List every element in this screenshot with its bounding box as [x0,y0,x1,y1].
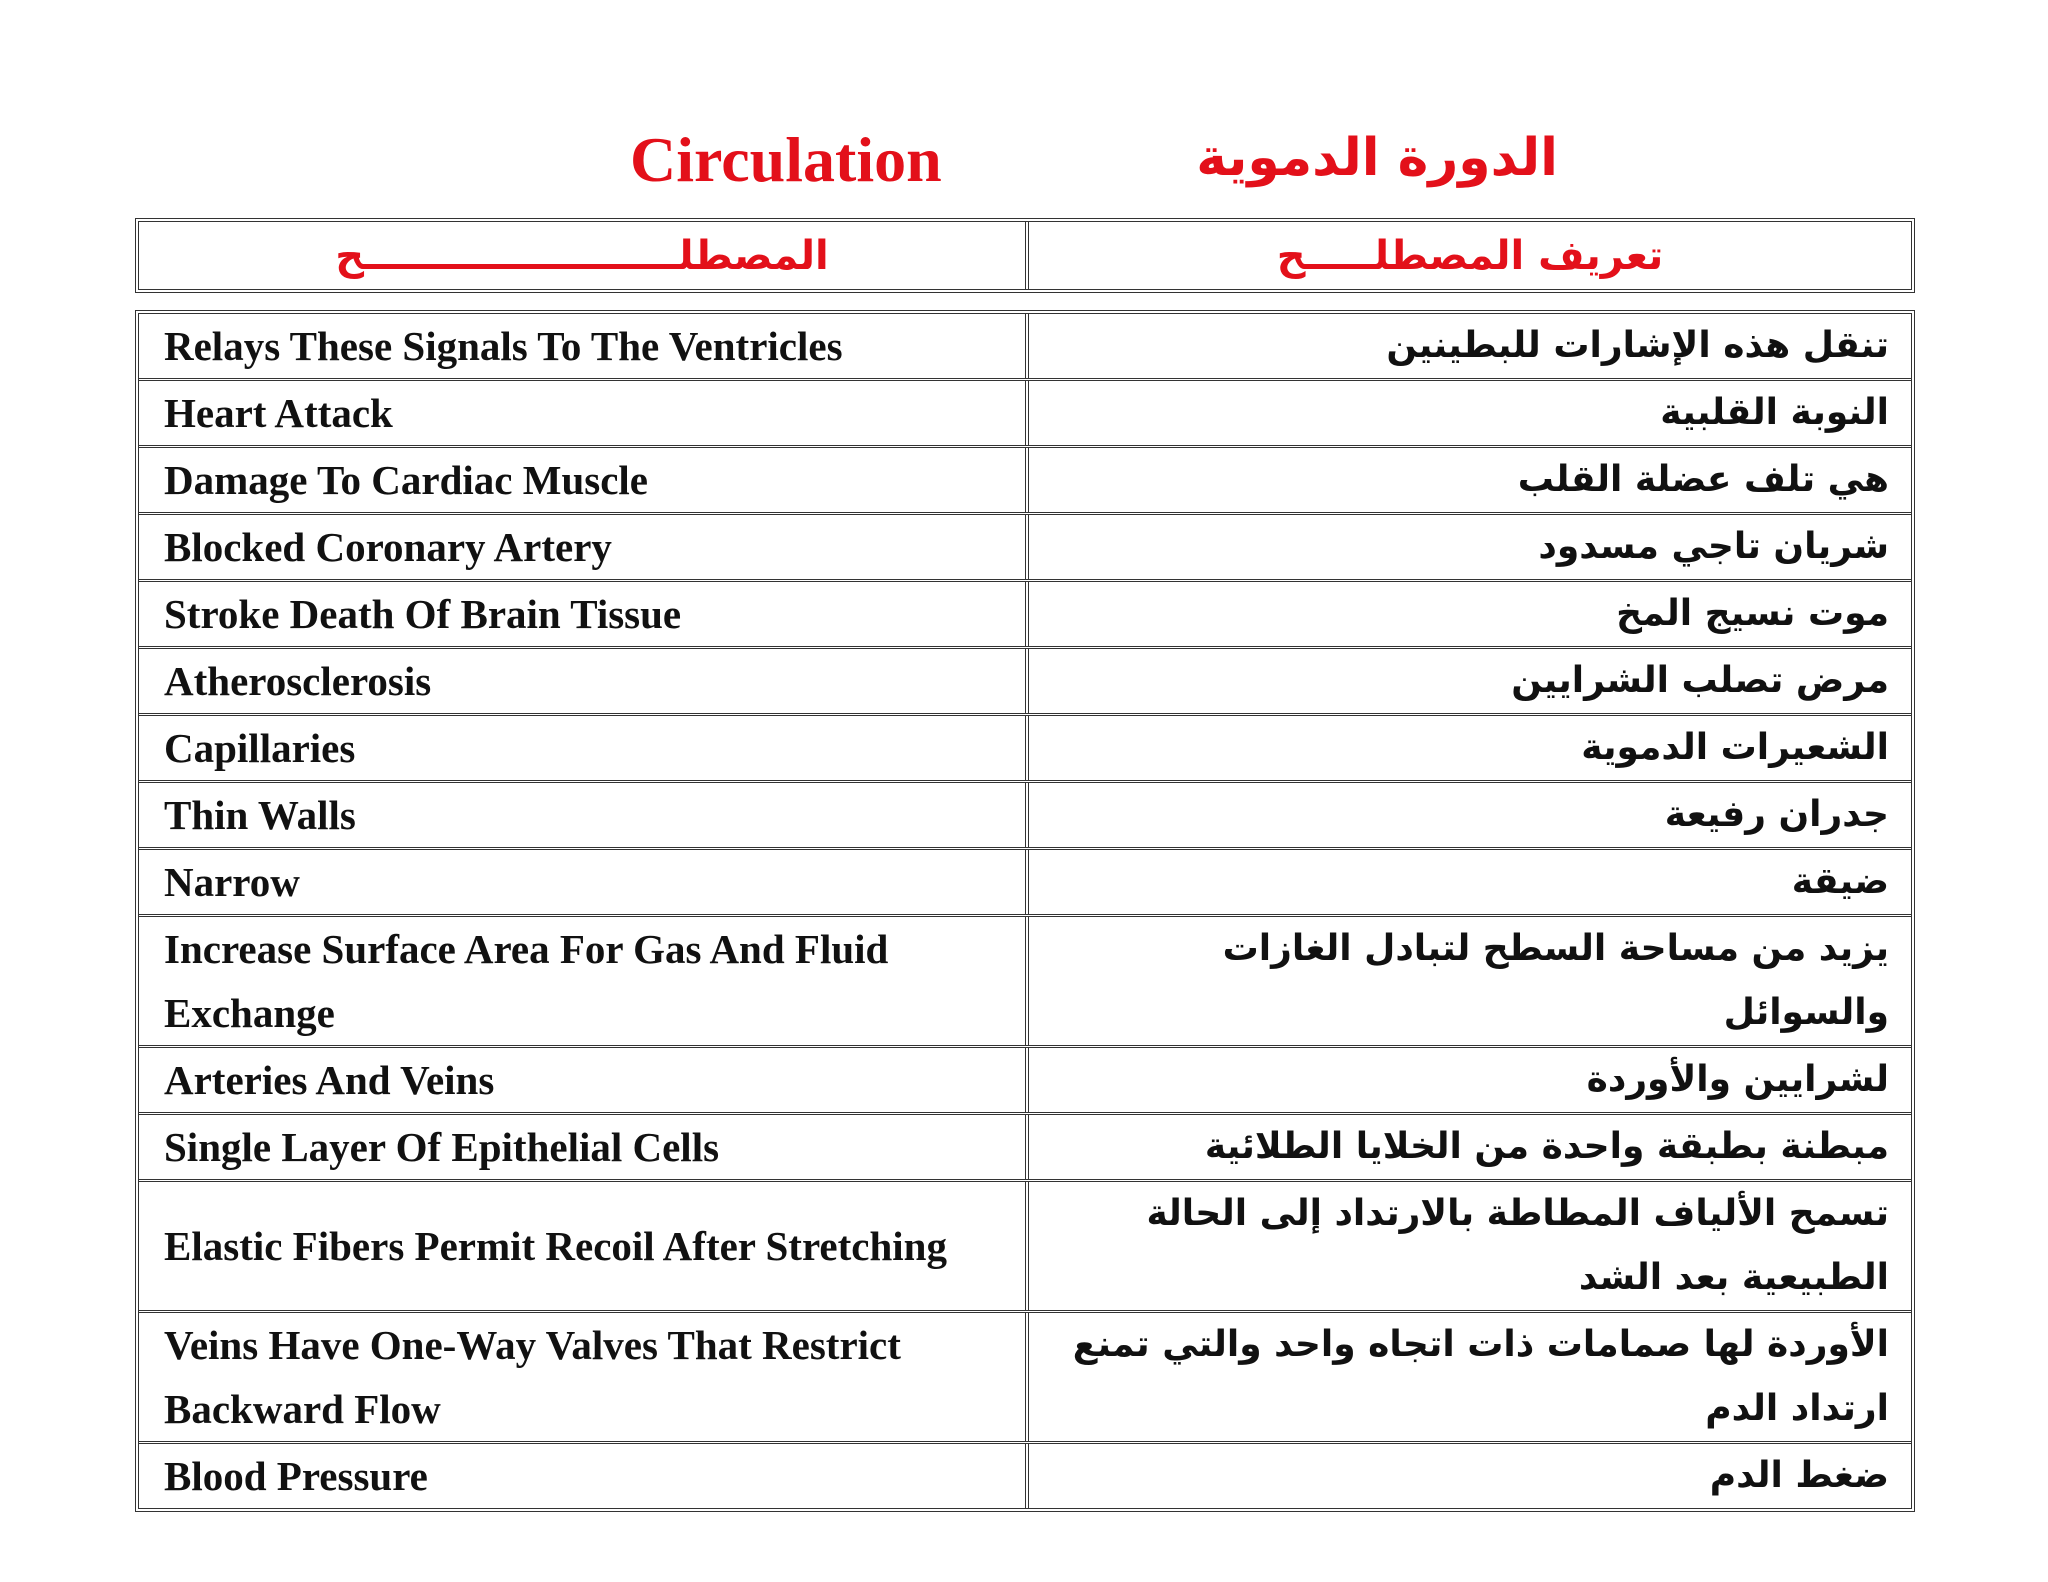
definition-cell [1029,850,1911,914]
definition-cell [1029,783,1911,847]
term-cell: Elastic Fibers Permit Recoil After Stretching [139,1182,1029,1310]
term-cell: Capillaries [139,716,1029,780]
definition-cell [1029,381,1911,445]
table-row [139,1182,1911,1313]
definition-cell [1029,448,1911,512]
term-cell: Damage To Cardiac Muscle [139,448,1029,512]
definition-cell [1029,649,1911,713]
term-cell: Narrow [139,850,1029,914]
definition-cell [1029,515,1911,579]
header-definition: تعريف المصطلـــــح [1276,232,1664,279]
term-cell: Arteries And Veins [139,1048,1029,1112]
table-row [139,850,1911,917]
table-row [139,582,1911,649]
term-cell: Blocked Coronary Artery [139,515,1029,579]
term-cell: Single Layer Of Epithelial Cells [139,1115,1029,1179]
definition-text: الشعيرات الدموية [1581,727,1889,768]
term-cell: Increase Surface Area For Gas And Fluid Exchange [139,917,1029,1045]
term-cell: Thin Walls [139,783,1029,847]
header-term: المصطلـــــــــــــــــــــــح [139,222,1029,289]
definition-text: مبطنة بطبقة واحدة من الخلايا الطلائية [1204,1126,1889,1167]
definition-cell [1029,1444,1911,1508]
term-cell: Heart Attack [139,381,1029,445]
definition-text: مرض تصلب الشرايين [1511,660,1889,701]
definition-cell [1029,582,1911,646]
table-row [139,917,1911,1048]
definition-cell [1029,314,1911,378]
table-row [139,381,1911,448]
definition-cell [1029,1115,1911,1179]
term-cell: Blood Pressure [139,1444,1029,1508]
term-cell: Atherosclerosis [139,649,1029,713]
definition-text: النوبة القلبية [1660,392,1889,433]
table-row [139,1444,1911,1508]
definition-text: شريان تاجي مسدود [1538,526,1889,567]
definition-text: ضيقة [1791,861,1889,902]
table-row [139,1115,1911,1182]
definition-text: ضغط الدم [1709,1455,1889,1496]
title-arabic: الدورة الدموية [1196,128,1558,188]
header-table [135,218,1915,293]
definition-text: هي تلف عضلة القلب [1517,459,1889,500]
table-row [139,716,1911,783]
table-row [139,448,1911,515]
definition-cell [1029,1048,1911,1112]
table-row [139,649,1911,716]
table-row [139,1313,1911,1444]
title-english: Circulation [630,124,942,195]
table-row [139,314,1911,381]
table-row [139,783,1911,850]
definition-text: موت نسيج المخ [1616,593,1889,634]
term-cell: Stroke Death Of Brain Tissue [139,582,1029,646]
definition-cell [1029,1313,1911,1441]
table-row [139,515,1911,582]
terms-table [135,310,1915,1512]
definition-text: تنقل هذه الإشارات للبطينين [1386,325,1889,366]
definition-text: يزيد من مساحة السطح لتبادل الغازات والسوائل [1222,928,1889,1033]
definition-cell [1029,716,1911,780]
definition-text: لشرايين والأوردة [1586,1059,1889,1100]
definition-text: الأوردة لها صمامات ذات اتجاه واحد والتي تمنع ارتداد الدم [1072,1324,1889,1429]
term-cell: Relays These Signals To The Ventricles [139,314,1029,378]
definition-text: تسمح الألياف المطاطة بالارتداد إلى الحالة الطبيعية بعد الشد [1146,1193,1889,1298]
term-cell: Veins Have One-Way Valves That Restrict Backward Flow [139,1313,1029,1441]
table-row [139,1048,1911,1115]
definition-cell [1029,1182,1911,1310]
definition-text: جدران رفيعة [1664,794,1889,835]
definition-cell [1029,917,1911,1045]
